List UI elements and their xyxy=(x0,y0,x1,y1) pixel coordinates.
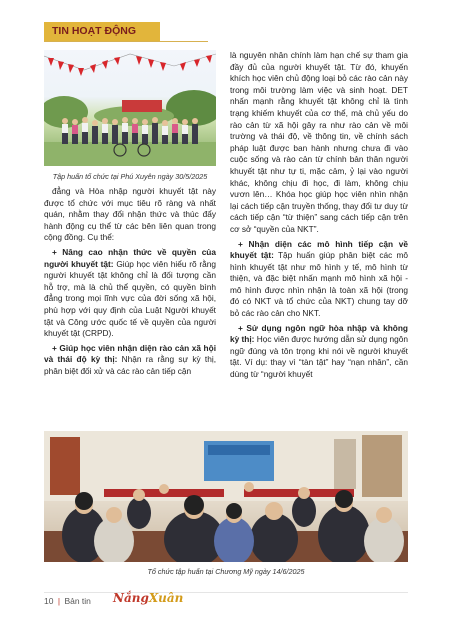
footer-divider xyxy=(44,592,408,593)
bullet-body: Nhận ra rằng sự kỳ thị, phân biệt đối xử và các rào cản tiếp cận xyxy=(44,354,216,376)
photo-caption-phu-xuyen: Tập huấn tổ chức tại Phú Xuyên ngày 30/5/2025 xyxy=(52,172,208,181)
photo-phu-xuyen-illustration xyxy=(44,50,216,166)
paragraph xyxy=(230,239,408,320)
footer-separator: | xyxy=(57,596,61,606)
photo-phu-xuyen xyxy=(44,50,216,166)
section-tag: TIN HOẠT ĐỘNG xyxy=(44,22,160,41)
bullet-heading: + Nâng cao nhận thức về quyền của người khuyết tật: xyxy=(44,246,216,269)
article-column-right xyxy=(230,50,408,384)
paragraph xyxy=(44,247,216,340)
paragraph: đẳng và Hòa nhập người khuyết tật này được tổ chức với mục tiêu rõ ràng và nhất quán, nhằm thay đổi nhận thức và thúc đẩy hành động cụ thể từ các bên liên quan trong cộng đồng. Cụ thể: xyxy=(44,186,216,243)
bullet-body: Học viên được hướng dẫn sử dụng ngôn ngữ đúng và tôn trọng khi nói về người khuyết tật. Ví dụ: thay vì “tàn tật” hay “nạn nhân”, cần dùng từ “người khuyết xyxy=(230,334,408,380)
bullet-body: Giúp học viên hiểu rõ rằng người khuyết tật không chỉ là đối tượng cần hỗ trợ, mà là chủ thể quyền, có quyền bình đẳng trong mọi lĩnh vực của đời sống xã hội, phù hợp với quy định của Luật Người khuyết tật và Công ước quốc tế về quyền của người khuyết tật (CRPD). xyxy=(44,258,216,339)
bullet-body: Tập huấn giúp phân biệt các mô hình khuyết tật như mô hình y tế, mô hình từ thiện, và đặc biệt nhấn mạnh mô hình xã hội - mô hình được nhìn nhận là toàn xã hội (trong đó có NKT và tổ chức của NKT) chung tay dỡ bỏ các rào cản cho NKT. xyxy=(230,250,408,319)
newsletter-logo xyxy=(113,591,183,605)
paragraph xyxy=(230,323,408,381)
photo-chuong-my-illustration xyxy=(44,431,408,562)
logo-word-xuan: Xuân xyxy=(148,591,184,605)
photo-caption-chuong-my: Tổ chức tập huấn tại Chương Mỹ ngày 14/6/2025 xyxy=(147,567,305,576)
paragraph: là nguyên nhân chính làm hạn chế sự tham gia đầy đủ của người khuyết tật. Từ đó, khuyến khích học viên chủ động loại bỏ các rào cản này trong môi trường làm việc và sinh hoạt. DET nhấn mạnh rằng khuyết tật không chỉ là tình trạng khiếm khuyết của cơ thể, mà chủ yếu do rào cản từ xã hội gây ra như rào cản về môi trường và thái độ, về thông tin, về chính sách pháp luật được ban hành nhưng chưa đi vào cuộc sống và rào cản từ chính bản thân người khuyết tật như tự ti, mặc cảm, ỷ lại vào người khác, không chịu đi học, đi làm, không chịu vươn lên… Khóa học giúp học viên nhìn nhận lại cách tiếp cận truyền thống, thay đổi tư duy từ cách tiếp cận “từ thiện” sang cách tiếp cận trên cơ sở “quyền của NKT”. xyxy=(230,50,408,234)
logo-word-nang: Nắng xyxy=(113,591,149,605)
bullet-heading: + Nhận diện các mô hình tiếp cận về khuyết tật: xyxy=(230,238,408,261)
section-divider xyxy=(44,41,208,42)
photo-chuong-my xyxy=(44,431,408,562)
page-footer xyxy=(44,596,91,606)
paragraph xyxy=(44,343,216,378)
page-number: 10 xyxy=(44,596,54,606)
bullet-heading: + Sử dụng ngôn ngữ hòa nhập và không kỳ thị: xyxy=(230,322,408,345)
article-column-left xyxy=(44,186,216,381)
bullet-heading: + Giúp học viên nhận diện rào cản xã hội và thái độ kỳ thị: xyxy=(44,342,216,365)
newsletter-label: Bản tin xyxy=(64,596,91,606)
